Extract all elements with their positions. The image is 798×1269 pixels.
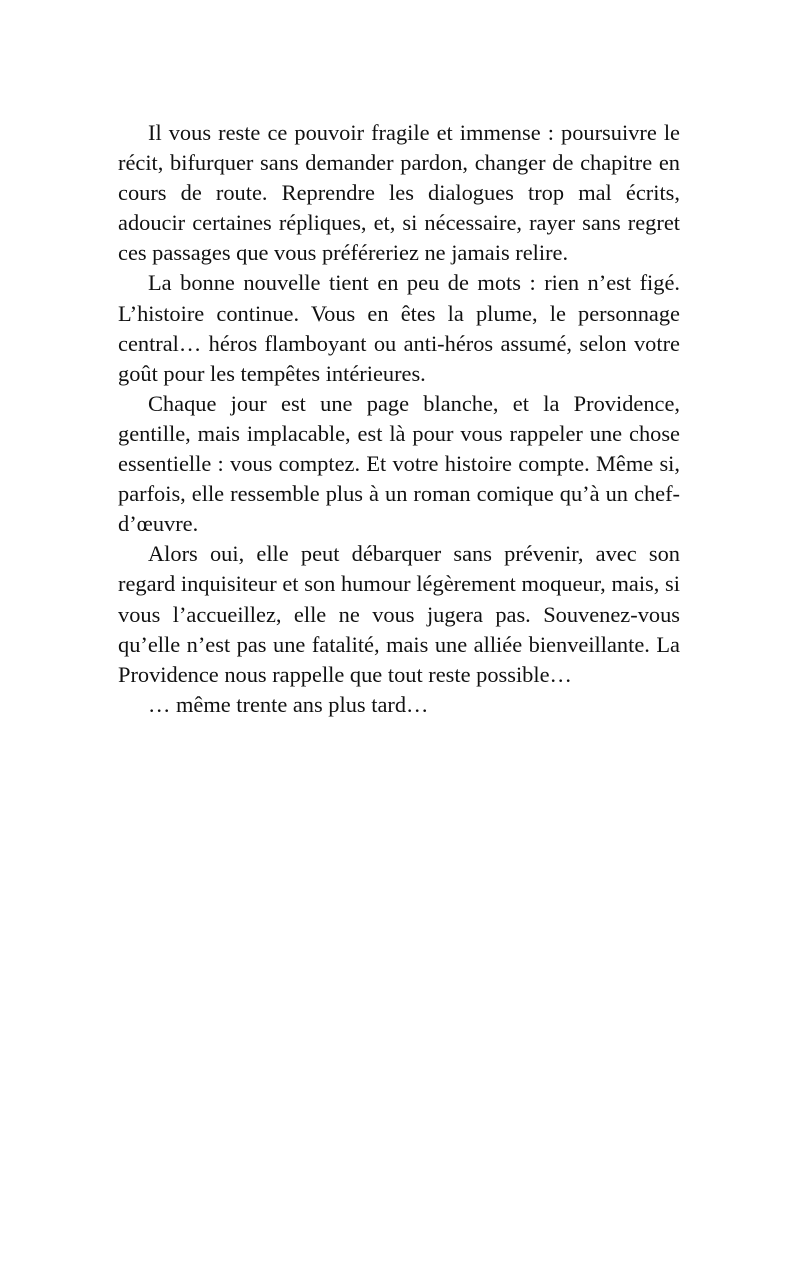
- body-text: [118, 118, 680, 720]
- paragraph-3: Chaque jour est une page blanche, et la Providence, gentille, mais implacable, est là pour vous rappeler une chose essentielle : vous comptez. Et votre histoire compte. Même si, parfois, elle ressemble plus à un roman comique qu’à un chef-d’œuvre.: [118, 390, 680, 537]
- paragraph-5: … même trente ans plus tard…: [148, 691, 429, 717]
- paragraph-4: Alors oui, elle peut débarquer sans prévenir, avec son regard inquisiteur et son humour légèrement moqueur, mais, si vous l’accueillez, elle ne vous jugera pas. Souvenez-vous qu’elle n’est pas une fatalité, mais une alliée bienveillante. La Providence nous rappelle que tout reste possible…: [118, 541, 680, 687]
- paragraph-1: Il vous reste ce pouvoir fragile et immense : poursuivre le récit, bifurquer sans demander pardon, changer de chapitre en cours de route. Reprendre les dialogues trop mal écrits, adoucir certaines répliques, et, si nécessaire, rayer sans regret ces passages que vous préféreriez ne jamais relire.: [118, 120, 680, 266]
- paragraph-2: La bonne nouvelle tient en peu de mots : rien n’est figé. L’histoire continue. Vous en êtes la plume, le personnage central… héros flamboyant ou anti-héros assumé, selon votre goût pour les tempêtes intérieures.: [118, 270, 680, 386]
